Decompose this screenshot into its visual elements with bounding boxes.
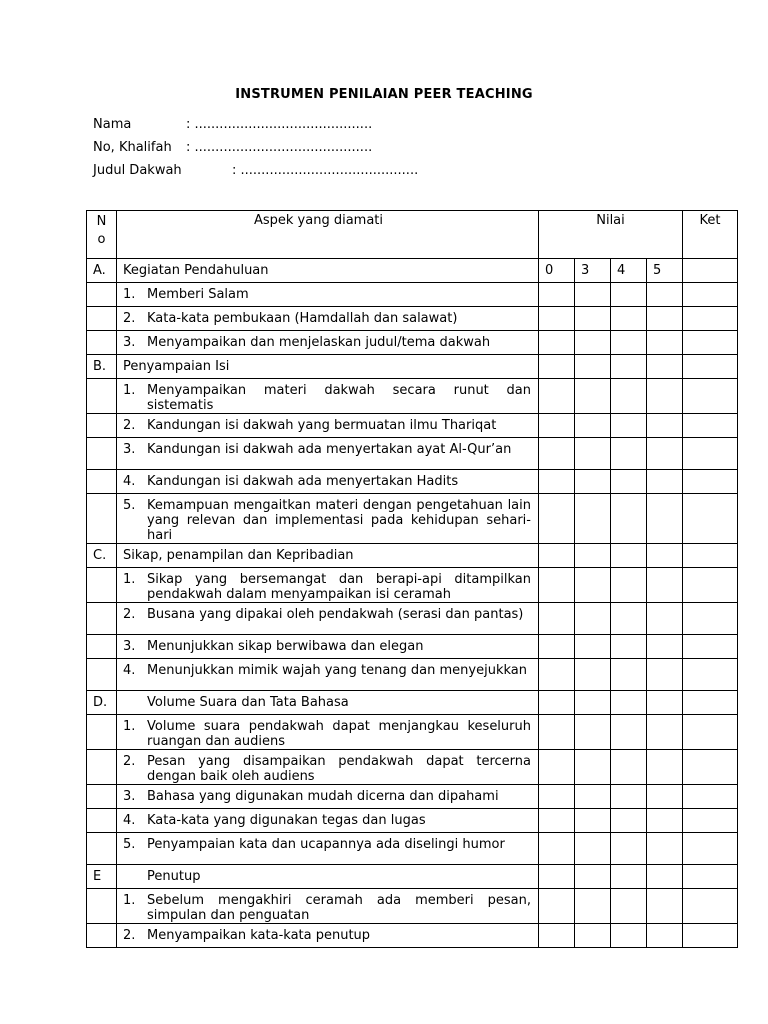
table-row <box>87 331 738 355</box>
khalifah-label: No, Khalifah <box>93 140 172 155</box>
aspect-item <box>117 414 538 433</box>
aspect-item <box>117 331 538 350</box>
item-number: 1. <box>123 572 136 587</box>
aspect-cell <box>117 494 539 544</box>
aspect-cell <box>117 785 539 809</box>
score-cell <box>611 603 647 635</box>
aspect-item <box>117 785 538 804</box>
item-text: Kandungan isi dakwah ada menyertakan ayat Al-Qur’an <box>147 442 512 457</box>
header-nilai: Nilai <box>539 211 683 259</box>
score-cell <box>575 283 611 307</box>
score-cell <box>611 785 647 809</box>
row-no-cell <box>87 438 117 470</box>
score-cell <box>539 785 575 809</box>
score-cell <box>647 691 683 715</box>
row-no-cell <box>87 659 117 691</box>
section-title: Sikap, penampilan dan Kepribadian <box>117 544 539 568</box>
score-cell <box>611 331 647 355</box>
aspect-cell <box>117 603 539 635</box>
score-cell <box>647 331 683 355</box>
score-cell <box>647 355 683 379</box>
row-no-cell <box>87 924 117 948</box>
aspect-cell <box>117 438 539 470</box>
item-number: 1. <box>123 719 136 734</box>
ket-cell <box>683 889 738 924</box>
item-number: 1. <box>123 893 136 908</box>
score-cell <box>539 865 575 889</box>
score-cell <box>611 691 647 715</box>
score-cell <box>647 659 683 691</box>
table-row <box>87 283 738 307</box>
score-cell <box>539 494 575 544</box>
item-number: 5. <box>123 498 136 513</box>
section-row <box>87 865 738 889</box>
score-label: 0 <box>539 259 575 283</box>
score-cell <box>611 809 647 833</box>
table-row <box>87 414 738 438</box>
score-cell <box>539 603 575 635</box>
nama-field <box>93 117 373 132</box>
section-letter: D. <box>87 691 117 715</box>
score-cell <box>647 635 683 659</box>
aspect-item <box>117 470 538 489</box>
score-cell <box>611 833 647 865</box>
aspect-cell <box>117 750 539 785</box>
score-cell <box>611 865 647 889</box>
item-number: 3. <box>123 335 136 350</box>
score-cell <box>539 438 575 470</box>
score-cell <box>647 833 683 865</box>
score-cell <box>611 307 647 331</box>
ket-cell <box>683 785 738 809</box>
nama-label: Nama <box>93 117 132 132</box>
score-cell <box>539 889 575 924</box>
score-cell <box>539 283 575 307</box>
row-no-cell <box>87 331 117 355</box>
table-row <box>87 568 738 603</box>
ket-cell <box>683 331 738 355</box>
header-no: N o <box>87 211 117 259</box>
item-text: Menunjukkan mimik wajah yang tenang dan menyejukkan <box>147 663 527 678</box>
score-cell <box>611 438 647 470</box>
score-cell <box>575 470 611 494</box>
score-cell <box>539 715 575 750</box>
khalifah-value: : ........................................... <box>186 140 373 155</box>
score-cell <box>611 924 647 948</box>
score-cell <box>539 470 575 494</box>
score-cell <box>539 635 575 659</box>
score-cell <box>647 865 683 889</box>
score-cell <box>647 379 683 414</box>
score-cell <box>647 750 683 785</box>
score-cell <box>575 603 611 635</box>
ket-cell <box>683 307 738 331</box>
aspect-cell <box>117 568 539 603</box>
row-no-cell <box>87 715 117 750</box>
table-row <box>87 494 738 544</box>
khalifah-field <box>93 140 373 155</box>
score-cell <box>539 809 575 833</box>
item-text: Kata-kata pembukaan (Hamdallah dan salawat) <box>147 311 458 326</box>
table-row <box>87 307 738 331</box>
section-title: Penyampaian Isi <box>117 355 539 379</box>
score-cell <box>539 355 575 379</box>
item-number: 4. <box>123 813 136 828</box>
score-cell <box>611 659 647 691</box>
item-text: Penyampaian kata dan ucapannya ada diselingi humor <box>147 837 505 852</box>
aspect-cell <box>117 470 539 494</box>
aspect-cell <box>117 331 539 355</box>
score-cell <box>647 283 683 307</box>
score-cell <box>611 355 647 379</box>
table-row <box>87 889 738 924</box>
score-cell <box>611 635 647 659</box>
item-number: 2. <box>123 311 136 326</box>
ket-cell <box>683 259 738 283</box>
score-cell <box>647 414 683 438</box>
item-text: Volume suara pendakwah dapat menjangkau keseluruh ruangan dan audiens <box>147 719 531 749</box>
aspect-item <box>117 379 538 413</box>
score-label: 3 <box>575 259 611 283</box>
score-cell <box>575 889 611 924</box>
score-cell <box>611 494 647 544</box>
aspect-cell <box>117 924 539 948</box>
aspect-item <box>117 750 538 784</box>
score-cell <box>575 833 611 865</box>
ket-cell <box>683 544 738 568</box>
ket-cell <box>683 691 738 715</box>
score-cell <box>611 379 647 414</box>
score-cell <box>575 924 611 948</box>
row-no-cell <box>87 750 117 785</box>
score-cell <box>539 833 575 865</box>
ket-cell <box>683 750 738 785</box>
score-cell <box>647 544 683 568</box>
row-no-cell <box>87 635 117 659</box>
item-number: 2. <box>123 418 136 433</box>
aspect-item <box>117 635 538 654</box>
score-cell <box>647 494 683 544</box>
score-cell <box>575 865 611 889</box>
ket-cell <box>683 659 738 691</box>
ket-cell <box>683 924 738 948</box>
row-no-cell <box>87 603 117 635</box>
score-cell <box>575 331 611 355</box>
row-no-cell <box>87 470 117 494</box>
score-cell <box>539 568 575 603</box>
ket-cell <box>683 833 738 865</box>
aspect-item <box>117 715 538 749</box>
score-cell <box>539 544 575 568</box>
aspect-item <box>117 568 538 602</box>
aspect-cell <box>117 379 539 414</box>
score-cell <box>611 568 647 603</box>
score-cell <box>575 307 611 331</box>
score-cell <box>539 750 575 785</box>
ket-cell <box>683 414 738 438</box>
item-number: 4. <box>123 474 136 489</box>
section-letter: A. <box>87 259 117 283</box>
score-cell <box>647 307 683 331</box>
row-no-cell <box>87 889 117 924</box>
aspect-item <box>117 809 538 828</box>
score-cell <box>539 659 575 691</box>
row-no-cell <box>87 307 117 331</box>
score-cell <box>575 494 611 544</box>
nama-value: : ........................................... <box>186 117 373 132</box>
score-label: 4 <box>611 259 647 283</box>
aspect-cell <box>117 715 539 750</box>
ket-cell <box>683 355 738 379</box>
item-number: 2. <box>123 754 136 769</box>
aspect-item <box>117 924 538 943</box>
row-no-cell <box>87 283 117 307</box>
document-title: INSTRUMEN PENILAIAN PEER TEACHING <box>235 87 533 102</box>
score-cell <box>647 715 683 750</box>
judul-dakwah-field <box>93 163 419 178</box>
score-cell <box>611 889 647 924</box>
item-number: 2. <box>123 928 136 943</box>
item-text: Menyampaikan kata-kata penutup <box>147 928 371 943</box>
row-no-cell <box>87 414 117 438</box>
score-cell <box>539 691 575 715</box>
score-cell <box>575 715 611 750</box>
score-cell <box>647 889 683 924</box>
ket-cell <box>683 379 738 414</box>
table-row <box>87 635 738 659</box>
ket-cell <box>683 865 738 889</box>
aspect-cell <box>117 414 539 438</box>
item-text: Bahasa yang digunakan mudah dicerna dan dipahami <box>147 789 499 804</box>
aspect-item <box>117 889 538 923</box>
score-cell <box>611 283 647 307</box>
table-row <box>87 750 738 785</box>
ket-cell <box>683 494 738 544</box>
score-cell <box>647 785 683 809</box>
table-row <box>87 715 738 750</box>
score-cell <box>647 438 683 470</box>
item-number: 3. <box>123 639 136 654</box>
aspect-item <box>117 438 538 457</box>
score-cell <box>575 691 611 715</box>
score-cell <box>611 750 647 785</box>
score-cell <box>539 379 575 414</box>
item-number: 3. <box>123 442 136 457</box>
aspect-cell <box>117 659 539 691</box>
ket-cell <box>683 438 738 470</box>
item-text: Menyampaikan dan menjelaskan judul/tema dakwah <box>147 335 491 350</box>
header-ket: Ket <box>683 211 738 259</box>
score-cell <box>647 470 683 494</box>
ket-cell <box>683 603 738 635</box>
aspect-cell <box>117 809 539 833</box>
aspect-cell <box>117 635 539 659</box>
row-no-cell <box>87 494 117 544</box>
aspect-item <box>117 283 538 302</box>
score-cell <box>539 307 575 331</box>
table-row <box>87 379 738 414</box>
aspect-cell <box>117 307 539 331</box>
item-text: Kandungan isi dakwah yang bermuatan ilmu Thariqat <box>147 418 497 433</box>
section-letter: C. <box>87 544 117 568</box>
aspect-item <box>117 307 538 326</box>
judul-dakwah-value: : ........................................... <box>232 163 419 178</box>
ket-cell <box>683 470 738 494</box>
ket-cell <box>683 715 738 750</box>
row-no-cell <box>87 568 117 603</box>
section-title: Penutup <box>117 865 539 889</box>
section-row <box>87 355 738 379</box>
section-letter: E <box>87 865 117 889</box>
item-number: 1. <box>123 383 136 398</box>
table-row <box>87 603 738 635</box>
score-cell <box>575 355 611 379</box>
score-cell <box>575 414 611 438</box>
item-text: Memberi Salam <box>147 287 249 302</box>
item-text: Kata-kata yang digunakan tegas dan lugas <box>147 813 426 828</box>
section-letter: B. <box>87 355 117 379</box>
aspect-cell <box>117 283 539 307</box>
row-no-cell <box>87 785 117 809</box>
table-row <box>87 659 738 691</box>
score-cell <box>647 924 683 948</box>
header-aspek: Aspek yang diamati <box>117 211 539 259</box>
aspect-cell <box>117 889 539 924</box>
score-cell <box>575 568 611 603</box>
score-cell <box>539 414 575 438</box>
score-cell <box>611 470 647 494</box>
section-title: Volume Suara dan Tata Bahasa <box>117 691 539 715</box>
aspect-item <box>117 659 538 678</box>
section-row <box>87 259 738 283</box>
table-row <box>87 785 738 809</box>
score-cell <box>611 715 647 750</box>
score-cell <box>647 568 683 603</box>
table-header-row <box>87 211 738 259</box>
item-text: Kandungan isi dakwah ada menyertakan Hadits <box>147 474 459 489</box>
section-row <box>87 544 738 568</box>
assessment-table <box>86 210 738 948</box>
ket-cell <box>683 635 738 659</box>
ket-cell <box>683 809 738 833</box>
item-text: Kemampuan mengaitkan materi dengan pengetahuan lain yang relevan dan implementasi pada kehidupan sehari-hari <box>147 498 531 543</box>
score-cell <box>539 331 575 355</box>
item-text: Pesan yang disampaikan pendakwah dapat tercerna dengan baik oleh audiens <box>147 754 531 784</box>
score-cell <box>575 635 611 659</box>
score-label: 5 <box>647 259 683 283</box>
item-number: 5. <box>123 837 136 852</box>
table-row <box>87 809 738 833</box>
score-cell <box>575 785 611 809</box>
aspect-item <box>117 494 538 543</box>
aspect-item <box>117 833 538 852</box>
row-no-cell <box>87 379 117 414</box>
aspect-cell <box>117 833 539 865</box>
score-cell <box>575 809 611 833</box>
item-number: 4. <box>123 663 136 678</box>
score-cell <box>647 603 683 635</box>
table-row <box>87 470 738 494</box>
score-cell <box>611 544 647 568</box>
item-text: Menunjukkan sikap berwibawa dan elegan <box>147 639 424 654</box>
score-cell <box>575 659 611 691</box>
row-no-cell <box>87 809 117 833</box>
score-cell <box>575 750 611 785</box>
score-cell <box>611 414 647 438</box>
ket-cell <box>683 568 738 603</box>
row-no-cell <box>87 833 117 865</box>
score-cell <box>539 924 575 948</box>
score-cell <box>647 809 683 833</box>
item-number: 1. <box>123 287 136 302</box>
table-row <box>87 924 738 948</box>
item-text: Sikap yang bersemangat dan berapi-api ditampilkan pendakwah dalam menyampaikan isi ceramah <box>147 572 531 602</box>
section-row <box>87 691 738 715</box>
item-text: Menyampaikan materi dakwah secara runut dan sistematis <box>147 383 531 413</box>
aspect-item <box>117 603 538 622</box>
item-text: Busana yang dipakai oleh pendakwah (serasi dan pantas) <box>147 607 524 622</box>
table-row <box>87 438 738 470</box>
item-text: Sebelum mengakhiri ceramah ada memberi pesan, simpulan dan penguatan <box>147 893 531 923</box>
table-row <box>87 833 738 865</box>
score-cell <box>575 379 611 414</box>
ket-cell <box>683 283 738 307</box>
item-number: 2. <box>123 607 136 622</box>
section-title: Kegiatan Pendahuluan <box>117 259 539 283</box>
item-number: 3. <box>123 789 136 804</box>
judul-dakwah-label: Judul Dakwah <box>93 163 182 178</box>
score-cell <box>575 438 611 470</box>
score-cell <box>575 544 611 568</box>
